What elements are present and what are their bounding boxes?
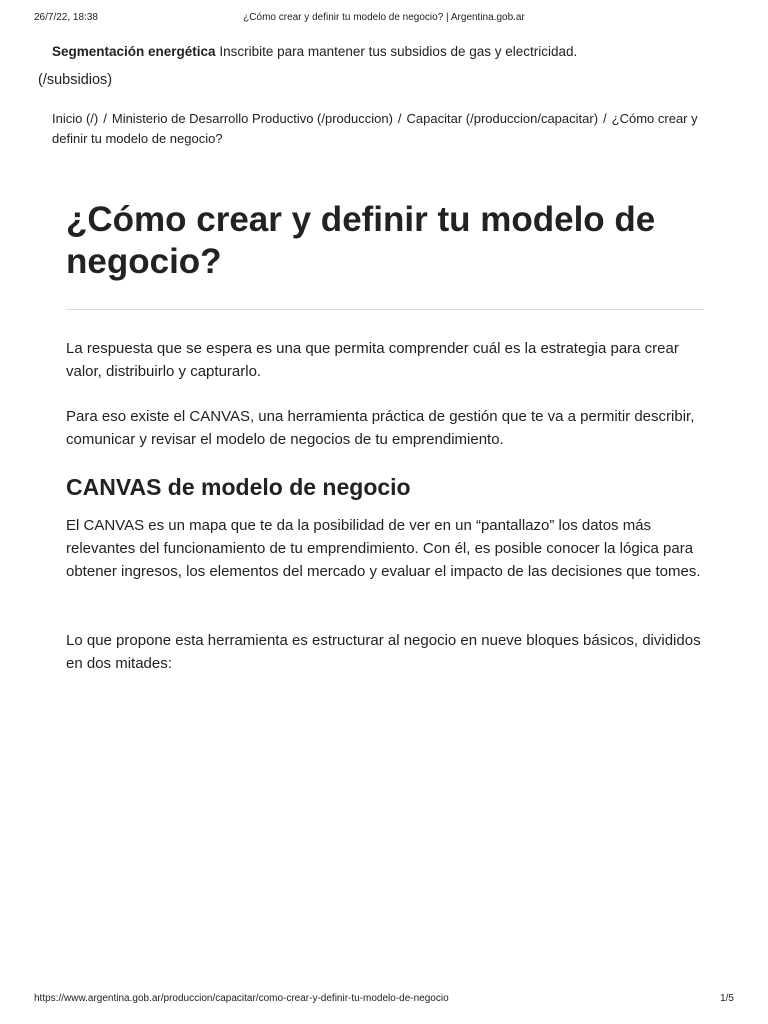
alert-bold-text: Segmentación energética [52,44,216,59]
breadcrumb-separator: / [397,111,402,126]
page-title: ¿Cómo crear y definir tu modelo de negocio? [66,200,656,281]
subsidios-link[interactable]: (/subsidios) [38,72,113,88]
breadcrumb-item-inicio[interactable]: Inicio (/) [52,111,99,126]
breadcrumb [52,109,712,149]
section-title: CANVAS de modelo de negocio [66,474,411,500]
section-paragraph-1: El CANVAS es un mapa que te da la posibilidad de ver en un “pantallazo” los datos más relevantes del funcionamiento de tu emprendimiento. Con él, es posible conocer la lógica para obtener ingresos, los elementos del mercado y evaluar el impacto de las decisiones que tomes. [66,517,701,580]
intro-paragraph-1: La respuesta que se espera es una que permita comprender cuál es la estrategia para crear valor, distribuirlo y capturarlo. [66,340,679,380]
print-page-title: ¿Cómo crear y definir tu modelo de negocio? | Argentina.gob.ar [243,12,525,23]
title-divider [66,309,704,310]
print-url: https://www.argentina.gob.ar/produccion/capacitar/como-crear-y-definir-tu-modelo-de-negocio [34,993,449,1004]
page-number: 1/5 [720,993,734,1004]
print-date: 26/7/22, 18:38 [34,12,98,23]
print-footer [34,993,734,1007]
breadcrumb-item-current: ¿Cómo crear y definir tu modelo de negocio? [52,111,698,146]
breadcrumb-separator: / [603,111,607,126]
print-header [34,12,734,26]
breadcrumb-item-ministerio[interactable]: Ministerio de Desarrollo Productivo (/produccion) [111,111,393,126]
energy-segmentation-alert[interactable] [52,44,734,59]
intro-paragraph-2: Para eso existe el CANVAS, una herramienta práctica de gestión que te va a permitir describir, comunicar y revisar el modelo de negocios de tu emprendimiento. [66,408,695,448]
section-paragraph-2: Lo que propone esta herramienta es estructurar al negocio en nueve bloques básicos, divididos en dos mitades: [66,632,701,672]
alert-text: Inscribite para mantener tus subsidios de gas y electricidad. [219,44,578,59]
breadcrumb-item-capacitar[interactable]: Capacitar (/produccion/capacitar) [406,111,599,126]
breadcrumb-separator: / [103,111,107,126]
